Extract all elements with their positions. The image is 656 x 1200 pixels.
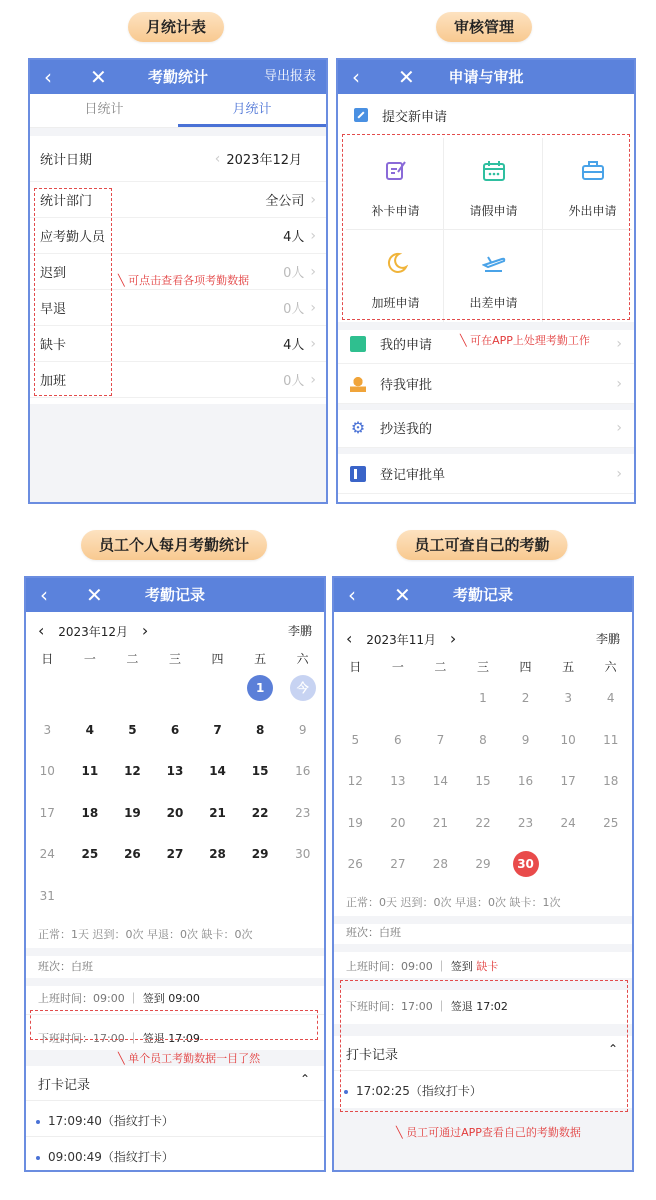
chevron-right-icon: ›: [310, 299, 316, 316]
chevron-right-icon: ›: [616, 335, 622, 352]
annotation-note: ╲ 可点击查看各项考勤数据: [118, 274, 250, 287]
back-icon[interactable]: ‹: [348, 583, 356, 607]
calendar-day[interactable]: 4: [606, 691, 615, 705]
collapse-icon[interactable]: ⌃: [607, 1042, 618, 1056]
navbar: [334, 578, 632, 612]
user-name: 李鹏: [595, 632, 620, 646]
navbar: [338, 60, 634, 94]
calendar-day[interactable]: 24: [560, 815, 576, 830]
calendar-day-selected[interactable]: 1: [247, 675, 273, 701]
next-month-icon[interactable]: ›: [141, 621, 149, 640]
calendar-day[interactable]: 31: [39, 888, 55, 903]
monthly-summary: 正常：1天 迟到：0次 早退：0次 缺卡：0次: [38, 928, 253, 941]
document-icon: [350, 336, 366, 352]
chevron-right-icon: ›: [310, 191, 316, 208]
calendar-day[interactable]: 22: [251, 805, 269, 820]
row-label: 早退: [40, 302, 67, 317]
weekday-label: 四: [519, 660, 532, 674]
user-stamp-icon: [350, 376, 366, 392]
chevron-right-icon: ›: [616, 465, 622, 482]
list-item-pending-approval[interactable]: [338, 364, 634, 404]
row-label: 缺卡: [40, 338, 67, 353]
page-title: 申请与审批: [448, 68, 524, 86]
calendar-day[interactable]: 8: [479, 732, 487, 747]
stat-date-value: 2023年12月: [226, 153, 302, 168]
chevron-right-icon: ›: [616, 419, 622, 436]
close-icon[interactable]: ✕: [398, 65, 415, 89]
calendar-day[interactable]: 14: [209, 764, 226, 778]
chevron-right-icon: ›: [310, 227, 316, 244]
chevron-right-icon: ›: [310, 263, 316, 280]
gear-icon: ⚙: [350, 417, 366, 437]
page-title: 考勤记录: [144, 586, 205, 604]
prev-month-icon[interactable]: ‹: [38, 621, 45, 640]
calendar-day[interactable]: 16: [295, 764, 311, 778]
annotation-note: ╲ 员工可通过APP查看自己的考勤数据: [396, 1126, 581, 1139]
stat-date-row[interactable]: [30, 136, 326, 182]
next-month-icon[interactable]: ›: [449, 629, 457, 648]
row-value: 0人: [283, 302, 305, 317]
chevron-right-icon: ›: [616, 375, 622, 392]
calendar-day[interactable]: 20: [166, 805, 184, 820]
calendar-day-selected[interactable]: 今: [290, 675, 316, 701]
submit-new-request[interactable]: [338, 94, 634, 136]
list-label: 登记审批单: [380, 468, 446, 483]
calendar-day[interactable]: 7: [213, 722, 222, 737]
shift-label: 班次：白班: [346, 926, 401, 939]
form-icon: [350, 466, 366, 482]
calendar-day[interactable]: 18: [81, 805, 99, 820]
highlight-box: [342, 134, 630, 320]
calendar-day[interactable]: 28: [209, 847, 226, 861]
user-name: 李鹏: [287, 624, 312, 638]
back-icon[interactable]: ‹: [352, 65, 360, 89]
heading-employee-monthly: 员工个人每月考勤统计: [81, 530, 267, 560]
close-icon[interactable]: ✕: [394, 583, 411, 607]
calendar-day[interactable]: 5: [128, 722, 137, 737]
calendar-day[interactable]: 3: [43, 722, 52, 737]
back-icon[interactable]: ‹: [40, 583, 48, 607]
calendar-day[interactable]: 15: [475, 774, 491, 788]
weekday-header: [334, 658, 632, 675]
page-title: 考勤统计: [147, 68, 208, 86]
calendar-day[interactable]: 20: [390, 815, 406, 830]
calendar-day[interactable]: 13: [390, 774, 406, 788]
calendar-day[interactable]: 13: [166, 764, 184, 778]
calendar-day[interactable]: 4: [85, 722, 95, 737]
weekday-label: 六: [296, 652, 309, 666]
highlight-box: [30, 1010, 318, 1040]
clock-out-row: 下班时间：17:00 ｜ 签退 17:09: [38, 1032, 200, 1045]
row-value: 全公司: [265, 194, 305, 209]
row-label: 应考勤人员: [40, 230, 106, 245]
calendar-day[interactable]: 21: [209, 805, 226, 820]
weekday-label: 三: [168, 652, 181, 666]
calendar-day[interactable]: 10: [39, 764, 55, 778]
row-value: 4人: [283, 338, 305, 353]
close-icon[interactable]: ✕: [86, 583, 103, 607]
highlight-box: [34, 188, 112, 396]
calendar-day[interactable]: 9: [521, 732, 530, 747]
attendance-record-panel-dec: [24, 576, 326, 1172]
weekday-label: 六: [604, 660, 617, 674]
record-item: 17:09:40（指纹打卡）: [36, 1112, 174, 1129]
calendar-day[interactable]: 15: [251, 764, 269, 778]
calendar-day[interactable]: 24: [39, 847, 55, 861]
weekday-label: 五: [254, 652, 267, 666]
grid-label: 加班申请: [371, 296, 420, 310]
weekday-label: 三: [476, 660, 489, 674]
weekday-label: 日: [349, 660, 362, 674]
highlight-box: [340, 980, 628, 1112]
calendar-day[interactable]: 16: [517, 774, 534, 788]
calendar-day[interactable]: 30: [295, 847, 311, 861]
page-title: 考勤记录: [452, 586, 513, 604]
calendar-day[interactable]: 21: [432, 815, 449, 830]
annotation-note: ╲ 可在APP上处理考勤工作: [460, 334, 590, 347]
record-item: 09:00:49（指纹打卡）: [36, 1148, 174, 1165]
chevron-left-icon[interactable]: ‹: [214, 150, 221, 167]
export-report-button[interactable]: 导出报表: [263, 69, 316, 84]
clock-in-row: 上班时间：09:00 ｜ 签到 09:00: [38, 992, 200, 1005]
close-icon[interactable]: ✕: [90, 65, 107, 89]
row-label: 统计部门: [40, 194, 93, 209]
weekday-label: 四: [211, 652, 224, 666]
weekday-label: 五: [562, 660, 575, 674]
grid-label: 请假申请: [469, 204, 518, 218]
row-value: 0人: [283, 374, 305, 389]
records-title: 打卡记录: [38, 1078, 91, 1093]
clock-in-row: 上班时间：09:00 ｜ 签到 缺卡: [346, 960, 499, 973]
calendar-day[interactable]: 25: [81, 847, 99, 861]
month-label: 2023年12月: [58, 625, 129, 639]
calendar-day[interactable]: 26: [347, 857, 363, 871]
calendar-day[interactable]: 10: [560, 732, 576, 747]
row-label: 迟到: [40, 266, 67, 281]
edit-icon: [354, 108, 368, 122]
shift-label: 班次：白班: [38, 960, 93, 973]
calendar-day[interactable]: 18: [603, 774, 619, 788]
calendar-day[interactable]: 1: [479, 691, 487, 705]
tab-daily[interactable]: 日统计: [84, 102, 124, 117]
list-item-cc-to-me[interactable]: [338, 408, 634, 448]
calendar-day[interactable]: 11: [603, 732, 619, 747]
chevron-right-icon: ›: [310, 335, 316, 352]
weekday-label: 一: [83, 652, 96, 666]
weekday-label: 二: [126, 652, 139, 666]
calendar-day[interactable]: 2: [521, 691, 530, 705]
stat-date-label: 统计日期: [40, 153, 93, 168]
calendar-day[interactable]: 7: [436, 732, 445, 747]
calendar-day[interactable]: 17: [560, 774, 576, 788]
calendar-day[interactable]: 17: [39, 805, 55, 820]
calendar-day[interactable]: 12: [347, 774, 363, 788]
calendar-day[interactable]: 27: [166, 847, 184, 861]
records-title: 打卡记录: [346, 1048, 399, 1063]
calendar-day[interactable]: 27: [390, 857, 406, 871]
calendar-day[interactable]: 22: [475, 815, 491, 830]
grid-label: 补卡申请: [371, 204, 420, 218]
calendar-day[interactable]: 9: [298, 722, 307, 737]
calendar-day[interactable]: 23: [295, 805, 311, 820]
calendar-day[interactable]: 8: [255, 722, 265, 737]
heading-employee-self: 员工可查自己的考勤: [396, 530, 567, 560]
calendar-day[interactable]: 29: [475, 857, 491, 871]
calendar-day[interactable]: 23: [517, 815, 534, 830]
month-switcher: [38, 618, 148, 644]
weekday-header: [26, 650, 324, 667]
calendar-day[interactable]: 11: [81, 764, 99, 778]
calendar-day[interactable]: 29: [251, 847, 269, 861]
tab-monthly[interactable]: 月统计: [178, 94, 326, 127]
list-label: 抄送我的: [380, 422, 433, 437]
calendar-day[interactable]: 3: [564, 691, 572, 705]
calendar-day-selected[interactable]: 30: [513, 851, 539, 877]
collapse-icon[interactable]: ⌃: [299, 1072, 310, 1086]
row-value: 0人: [283, 266, 305, 281]
clock-out-row: 下班时间：17:00 ｜ 签退 17:02: [346, 1000, 508, 1013]
calendar-day[interactable]: 28: [432, 857, 449, 871]
monthly-summary: 正常：0天 迟到：0次 早退：0次 缺卡：1次: [346, 896, 561, 909]
row-label: 加班: [40, 374, 67, 389]
month-switcher: [346, 626, 456, 652]
list-item-register-form[interactable]: [338, 454, 634, 494]
calendar-day[interactable]: 12: [124, 764, 141, 778]
calendar-day[interactable]: 19: [124, 805, 141, 820]
chevron-right-icon: ›: [310, 371, 316, 388]
month-label: 2023年11月: [366, 633, 437, 647]
weekday-label: 一: [391, 660, 404, 674]
calendar-day[interactable]: 25: [603, 815, 619, 830]
navbar: [26, 578, 324, 612]
back-icon[interactable]: ‹: [44, 65, 52, 89]
navbar: [30, 60, 326, 94]
calendar-day[interactable]: 19: [347, 815, 363, 830]
grid-label: 出差申请: [469, 296, 518, 310]
record-item: 17:02:25（指纹打卡）: [344, 1082, 482, 1099]
list-label: 待我审批: [380, 378, 433, 393]
annotation-note: ╲ 单个员工考勤数据一目了然: [118, 1052, 261, 1065]
calendar-day[interactable]: 26: [124, 847, 141, 861]
calendar-day[interactable]: 14: [432, 774, 449, 788]
prev-month-icon[interactable]: ‹: [346, 629, 353, 648]
weekday-label: 二: [434, 660, 447, 674]
heading-monthly-table: 月统计表: [128, 12, 224, 42]
calendar-day[interactable]: 6: [170, 722, 180, 737]
row-value: 4人: [283, 230, 305, 245]
calendar-day[interactable]: 5: [351, 732, 360, 747]
heading-approval: 审核管理: [436, 12, 532, 42]
stat-tabs: [30, 94, 326, 128]
submit-label: 提交新申请: [382, 109, 448, 125]
grid-label: 外出申请: [568, 204, 617, 218]
weekday-label: 日: [41, 652, 54, 666]
list-label: 我的申请: [380, 338, 433, 353]
calendar-day[interactable]: 6: [394, 732, 402, 747]
